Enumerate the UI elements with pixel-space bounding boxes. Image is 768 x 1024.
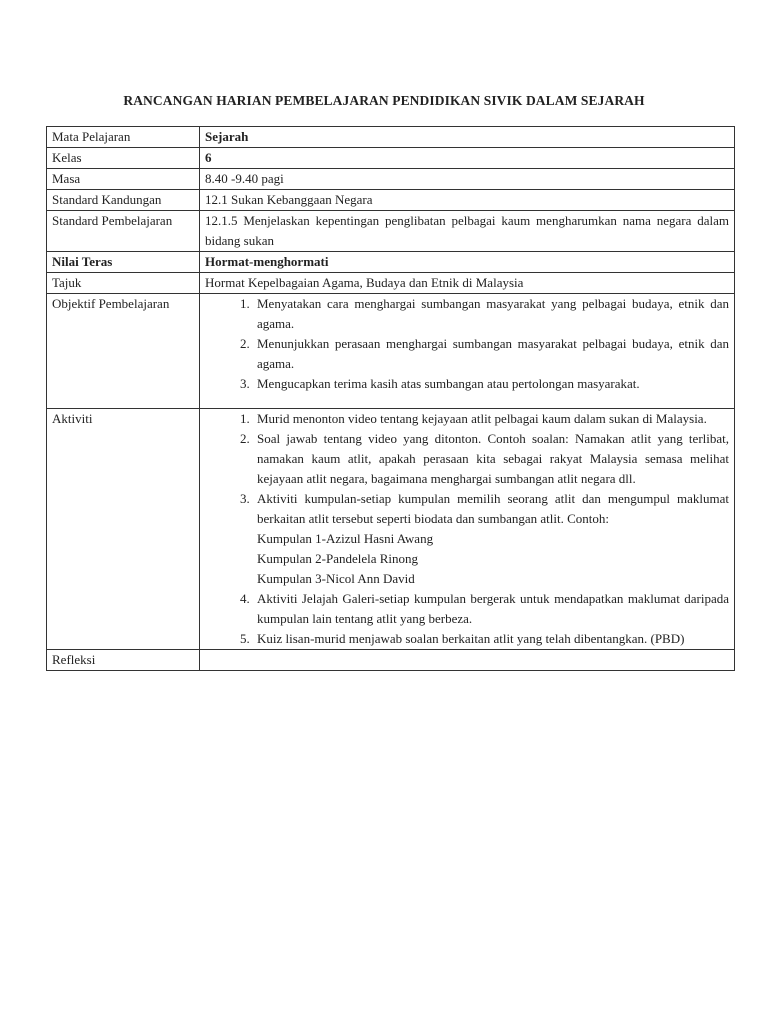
table-row [47,252,735,273]
table-row [47,294,735,409]
label-standard-kandungan: Standard Kandungan [47,190,200,211]
table-row [47,409,735,650]
list-item: 2. Soal jawab tentang video yang ditonton. Contoh soalan: Namakan atlit yang terlibat, namakan kaum atlit, apakah perasaan kita sebagai rakyat Malaysia semasa melihat kejayaan atlit negara, bagaimana menghargai sumbangan atlit negara dll. [253,429,729,489]
kumpulan-item: Kumpulan 1-Azizul Hasni Awang [257,531,434,546]
label-masa: Masa [47,169,200,190]
label-objektif-pembelajaran: Objektif Pembelajaran [47,294,200,409]
label-kelas: Kelas [47,148,200,169]
label-tajuk: Tajuk [47,273,200,294]
value-nilai-teras: Hormat-menghormati [200,252,735,273]
value-objektif-pembelajaran [200,294,735,409]
aktiviti-list [205,409,729,649]
table-row [47,127,735,148]
list-item: 2. Menunjukkan perasaan menghargai sumbangan masyarakat pelbagai budaya, etnik dan agama. [253,334,729,374]
list-item [253,489,729,589]
label-aktiviti: Aktiviti [47,409,200,650]
table-row [47,211,735,252]
value-masa: 8.40 -9.40 pagi [200,169,735,190]
objektif-list [205,294,729,394]
lesson-plan-table [46,126,735,671]
list-item: 5. Kuiz lisan-murid menjawab soalan berkaitan atlit yang telah dibentangkan. (PBD) [253,629,729,649]
value-standard-kandungan: 12.1 Sukan Kebanggaan Negara [200,190,735,211]
list-item: 1. Menyatakan cara menghargai sumbangan masyarakat yang pelbagai budaya, etnik dan agama. [253,294,729,334]
kumpulan-item: Kumpulan 3-Nicol Ann David [257,571,415,586]
table-row [47,190,735,211]
table-row [47,169,735,190]
kumpulan-item: Kumpulan 2-Pandelela Rinong [257,551,419,566]
table-row [47,650,735,671]
list-item-text: Aktiviti kumpulan-setiap kumpulan memilih seorang atlit dan mengumpul maklumat berkaitan atlit tersebut seperti biodata dan sumbangan atlit. Contoh: [257,491,729,526]
value-kelas: 6 [200,148,735,169]
value-mata-pelajaran: Sejarah [200,127,735,148]
table-row [47,148,735,169]
value-aktiviti [200,409,735,650]
label-standard-pembelajaran: Standard Pembelajaran [47,211,200,252]
spacer [205,394,729,408]
label-mata-pelajaran: Mata Pelajaran [47,127,200,148]
list-item: 1. Murid menonton video tentang kejayaan atlit pelbagai kaum dalam sukan di Malaysia. [253,409,729,429]
document-title: RANCANGAN HARIAN PEMBELAJARAN PENDIDIKAN SIVIK DALAM SEJARAH [123,93,645,108]
label-refleksi: Refleksi [47,650,200,671]
value-standard-pembelajaran: 12.1.5 Menjelaskan kepentingan penglibatan pelbagai kaum mengharumkan nama negara dalam bidang sukan [200,211,735,252]
value-tajuk: Hormat Kepelbagaian Agama, Budaya dan Etnik di Malaysia [200,273,735,294]
value-refleksi [200,650,735,671]
label-nilai-teras: Nilai Teras [47,252,200,273]
list-item: 4. Aktiviti Jelajah Galeri-setiap kumpulan bergerak untuk mendapatkan maklumat daripada kumpulan lain tentang atlit yang berbeza. [253,589,729,629]
table-row [47,273,735,294]
list-item: 3. Mengucapkan terima kasih atas sumbangan atau pertolongan masyarakat. [253,374,729,394]
